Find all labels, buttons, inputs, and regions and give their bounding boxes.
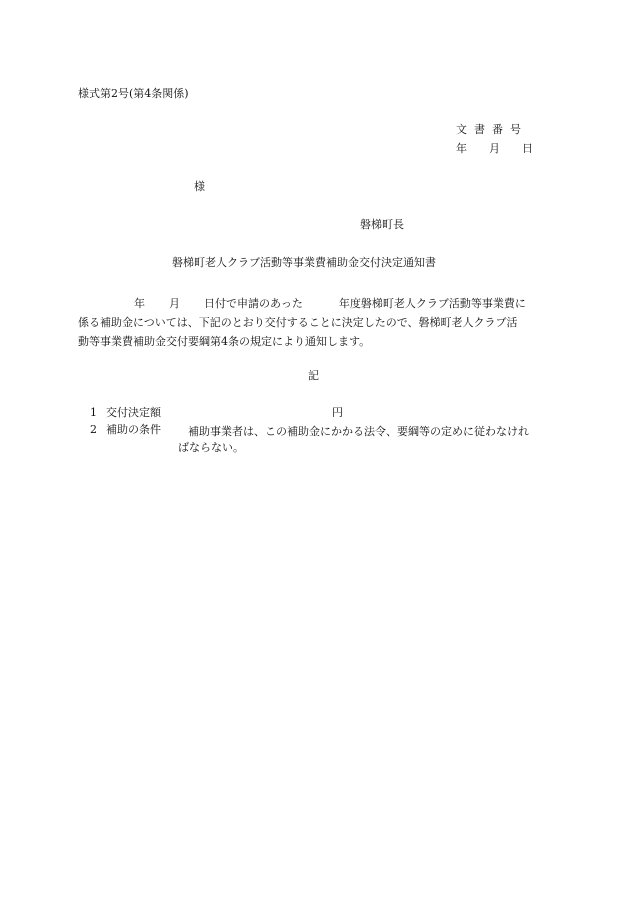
- body-line-3: 動等事業費補助金交付要綱第4条の規定により通知します。: [78, 335, 371, 348]
- body-day-applied: 日付で申請のあった: [204, 297, 303, 310]
- body-line-1: [78, 294, 558, 313]
- notice-body: [78, 294, 558, 351]
- document-date: [456, 143, 533, 154]
- date-month-label: 月: [489, 142, 500, 155]
- item-1-number: 1: [90, 406, 97, 419]
- document-number-label: 文書番号: [456, 123, 528, 136]
- body-month: 月: [169, 297, 180, 310]
- addressee-honorific: 様: [194, 180, 205, 193]
- item-1-label: 交付決定額: [106, 406, 161, 419]
- item-2-label: 補助の条件: [106, 423, 161, 436]
- item-2-text-line-2: ばならない。: [178, 441, 244, 454]
- item-1-yen-unit: 円: [332, 406, 343, 419]
- item-2-text-line-1: 補助事業者は、この補助金にかかる法令、要綱等の定めに従わなけれ: [188, 425, 529, 438]
- ki-heading: 記: [308, 369, 319, 382]
- date-year-label: 年: [456, 142, 467, 155]
- item-2-number: 2: [90, 423, 97, 436]
- date-day-label: 日: [522, 142, 533, 155]
- sender-name: 磐梯町長: [360, 218, 404, 231]
- form-id: 様式第2号(第4条関係): [78, 87, 189, 100]
- document-title: 磐梯町老人クラブ活動等事業費補助金交付決定通知書: [172, 256, 436, 269]
- body-line-2: 係る補助金については、下記のとおり交付することに決定したので、磐梯町老人クラブ活: [78, 316, 518, 329]
- body-year: 年: [134, 297, 145, 310]
- item-2-text: [178, 424, 560, 456]
- body-fiscal-year: 年度磐梯町老人クラブ活動等事業費に: [338, 297, 526, 310]
